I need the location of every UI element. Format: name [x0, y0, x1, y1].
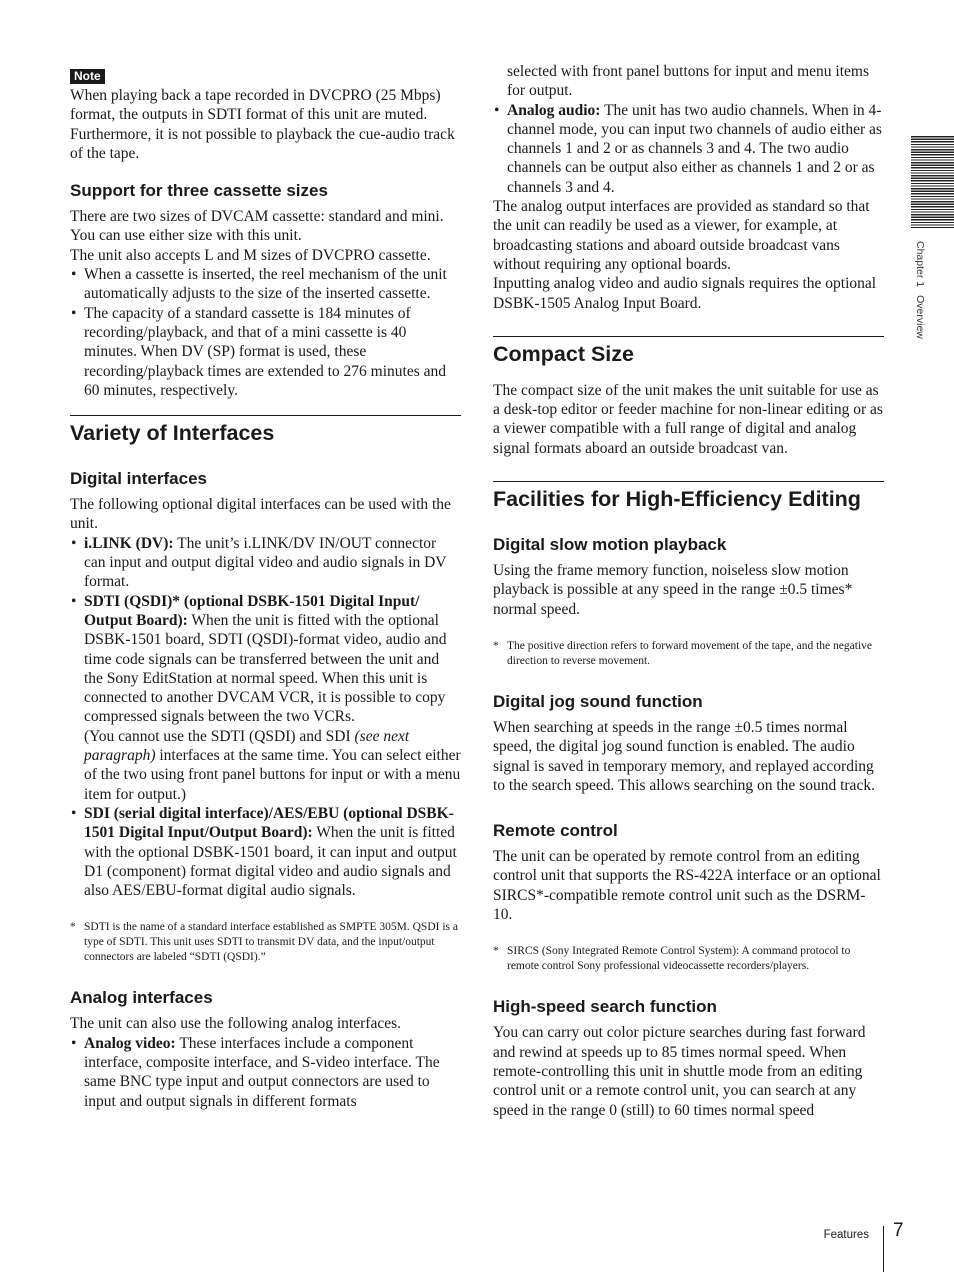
- sdti-paren-italic: (see next paragraph): [84, 727, 410, 765]
- footnote-text: SDTI is the name of a standard interface established as SMPTE 305M. QSDI is a type of SDTI. This unit uses SDTI to transmit DV data, and the input/output connectors are labeled “SDTI (QSDI).”: [84, 921, 458, 964]
- cassette-sizes-heading: Support for three cassette sizes: [70, 181, 328, 201]
- footnote-mark: *: [493, 639, 499, 652]
- ilink-label: i.LINK (DV):: [84, 534, 174, 552]
- left-column: [70, 62, 461, 1111]
- slow-motion-text: Using the frame memory function, noiseless slow motion playback is possible at any speed in the range ±0.5 times* normal speed.: [493, 562, 853, 618]
- footnote-mark: *: [70, 921, 76, 934]
- analog-input-paragraph: Inputting analog video and audio signals requires the optional DSBK-1505 Analog Input Board.: [493, 275, 877, 312]
- sdti-item: [70, 592, 461, 804]
- variety-of-interfaces-heading: Variety of Interfaces: [70, 415, 461, 446]
- high-speed-search-heading: High-speed search function: [493, 997, 717, 1017]
- jog-sound-text: When searching at speeds in the range ±0.5 times normal speed, the digital jog sound function is enabled. The audio signal is saved in temporary memory, and replayed according to the search speed. This allows searching on the sound track.: [493, 718, 875, 794]
- slow-motion-footnote: [493, 639, 884, 669]
- sircs-footnote: [493, 944, 884, 974]
- high-speed-search-text: You can carry out color picture searches during fast forward and rewind at speeds up to 85 times normal speed. When remote-controlling this unit in shuttle mode from an editing control unit or a remote control unit, you can search at any speed in the range 0 (still) to 60 times normal speed: [493, 1024, 866, 1119]
- sdti-paren-text-a: (You cannot use the SDTI (QSDI) and SDI: [84, 727, 355, 745]
- analog-video-item: [70, 1034, 461, 1111]
- analog-interfaces-intro: The unit can also use the following analog interfaces.: [70, 1015, 401, 1033]
- slow-motion-heading: Digital slow motion playback: [493, 535, 727, 555]
- remote-control-text: The unit can be operated by remote control from an editing control unit that supports the RS-422A interface or an optional SIRCS*-compatible remote control unit such as the DSRM-10.: [493, 848, 881, 924]
- sdti-paren-text-b: interfaces at the same time. You can select either of the two using front panel buttons for input or with a menu item for output.): [84, 747, 461, 803]
- page-number: 7: [893, 1220, 904, 1241]
- high-efficiency-editing-heading: Facilities for High-Efficiency Editing: [493, 481, 884, 512]
- sdti-label: SDTI (QSDI)* (optional DSBK-1501 Digital Input/ Output Board):: [84, 592, 420, 629]
- sdi-text: When the unit is fitted with the optional DSBK-1501 board, it can input and output D1 (component) format digital video and audio signals and also AES/EBU-format digital audio signals.: [84, 824, 457, 900]
- cassette-bullet: • When a cassette is inserted, the reel mechanism of the unit automatically adjusts to the size of the inserted cassette.: [70, 265, 461, 304]
- cassette-bullet: • The capacity of a standard cassette is 184 minutes of recording/playback, and that of a mini cassette is 40 minutes. When DV (SP) format is used, these recording/playback times are extended to 276 minutes and 60 minutes, respectively.: [70, 304, 461, 400]
- analog-video-label: Analog video:: [84, 1034, 176, 1052]
- digital-interfaces-intro: The following optional digital interfaces can be used with the unit.: [70, 496, 451, 533]
- analog-interfaces-list: [70, 1034, 461, 1111]
- analog-audio-text: The unit has two audio channels. When in 4-channel mode, you can input two channels of audio either as channels 1 and 2 or as channels 3 and 4. The two audio channels can be output also either as channels 1 and 2 or as channels 3 and 4.: [507, 101, 882, 196]
- sdti-footnote: [70, 920, 461, 965]
- cassette-bullet-list: [70, 265, 461, 400]
- footer-divider: [883, 1226, 884, 1272]
- sdti-text: When the unit is fitted with the optional DSBK-1501 board, SDTI (QSDI)-format video, audio and time code signals can be transferred between the unit and the Sony EditStation at normal speed. When this unit is connected to another DVCAM VCR, it is possible to copy compressed signals between the two VCRs.: [84, 611, 447, 726]
- analog-video-text: These interfaces include a component interface, composite interface, and S-video interface. The same BNC type input and output connectors are used to input and output signals in different formats: [84, 1034, 440, 1110]
- footnote-text: The positive direction refers to forward movement of the tape, and the negative direction to reverse movement.: [507, 639, 872, 667]
- footer-section-label: Features: [823, 1229, 869, 1241]
- sdi-item: [70, 804, 461, 900]
- compact-size-heading: Compact Size: [493, 336, 884, 367]
- analog-audio-label: Analog audio:: [507, 101, 601, 119]
- analog-audio-list: [493, 101, 884, 197]
- analog-interfaces-heading: Analog interfaces: [70, 988, 213, 1008]
- digital-interfaces-heading: Digital interfaces: [70, 469, 207, 489]
- note-text: When playing back a tape recorded in DVCPRO (25 Mbps) format, the outputs in SDTI format of this unit are muted. Furthermore, it is not possible to playback the cue-audio track of the tape.: [70, 87, 455, 162]
- analog-output-paragraph: The analog output interfaces are provided as standard so that the unit can readily be used as a viewer, for example, at broadcasting stations and aboard outside broadcast vans without requiring any optional boards.: [493, 198, 870, 273]
- analog-audio-item: [493, 101, 884, 197]
- footnote-text: SIRCS (Sony Integrated Remote Control System): A command protocol to remote control Sony professional videocassette recorders/players.: [507, 945, 851, 973]
- jog-sound-heading: Digital jog sound function: [493, 691, 703, 711]
- chapter-tab-label: [906, 241, 926, 356]
- digital-interfaces-list: [70, 534, 461, 901]
- footnote-mark: *: [493, 945, 499, 958]
- right-column: [493, 62, 884, 1120]
- compact-size-text: The compact size of the unit makes the unit suitable for use as a desk-top editor or feeder machine for non-linear editing or as a viewer compatible with a full range of digital and analog signal formats aboard an outside broadcast van.: [493, 381, 883, 457]
- section-label: Overview: [914, 295, 926, 339]
- analog-video-continued: selected with front panel buttons for input and menu items for output.: [507, 63, 870, 100]
- remote-control-heading: Remote control: [493, 821, 618, 841]
- cassette-paragraph-1: There are two sizes of DVCAM cassette: standard and mini. You can use either size with this unit.: [70, 208, 444, 245]
- cassette-paragraph-2: The unit also accepts L and M sizes of DVCPRO cassette.: [70, 246, 431, 264]
- note-badge: Note: [70, 69, 105, 84]
- ilink-item: [70, 534, 461, 592]
- chapter-label: Chapter 1: [914, 241, 926, 288]
- sdi-label: SDI (serial digital interface)/AES/EBU (optional DSBK-1501 Digital Input/Output Board):: [84, 804, 454, 842]
- chapter-tab-marker: [911, 136, 954, 228]
- ilink-text: The unit’s i.LINK/DV IN/OUT connector can input and output digital video and audio signals in DV format.: [84, 534, 447, 591]
